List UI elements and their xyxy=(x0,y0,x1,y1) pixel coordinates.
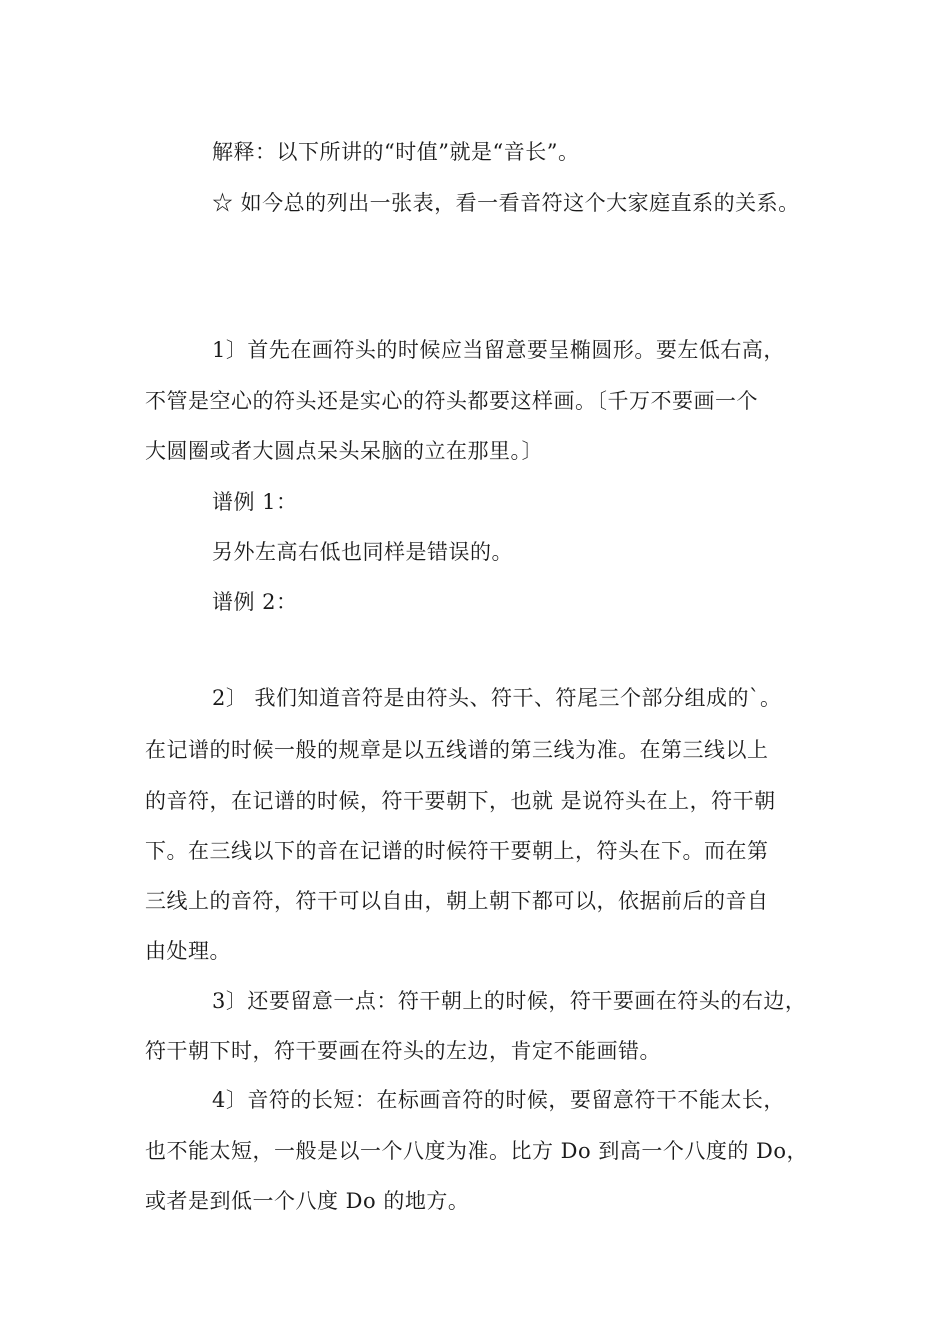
wrong-orientation-line: 另外左高右低也同样是错误的。 xyxy=(212,540,513,564)
paragraph-4-line-1: 4〕音符的长短：在标画音符的时候，要留意符干不能太长， xyxy=(212,1088,785,1112)
paragraph-2-line-3: 的音符，在记谱的时候，符干要朝下，也就 是说符头在上，符干朝 xyxy=(145,789,776,813)
table-intro-line: ☆ 如今总的列出一张表，看一看音符这个大家庭直系的关系。 xyxy=(212,191,800,215)
paragraph-3-line-2: 符干朝下时，符干要画在符头的左边，肯定不能画错。 xyxy=(145,1039,661,1063)
paragraph-2-line-6: 由处理。 xyxy=(145,939,231,963)
paragraph-1-line-2: 不管是空心的符头还是实心的符头都要这样画。〔千万不要画一个 xyxy=(145,389,758,413)
paragraph-1-line-3: 大圆圈或者大圆点呆头呆脑的立在那里。〕 xyxy=(145,439,543,463)
paragraph-2-line-1: 2〕 我们知道音符是由符头、符干、符尾三个部分组成的`。 xyxy=(212,686,782,710)
example-1-label: 谱例 1： xyxy=(212,490,298,514)
paragraph-2-line-5: 三线上的音符，符干可以自由，朝上朝下都可以，依据前后的音自 xyxy=(145,889,769,913)
paragraph-4-line-2: 也不能太短，一般是以一个八度为准。比方 Do 到高一个八度的 Do， xyxy=(145,1139,808,1163)
example-2-label: 谱例 2： xyxy=(212,590,298,614)
paragraph-1-line-1: 1〕首先在画符头的时候应当留意要呈椭圆形。要左低右高， xyxy=(212,338,785,362)
paragraph-3-line-1: 3〕还要留意一点：符干朝上的时候，符干要画在符头的右边， xyxy=(212,989,807,1013)
explanation-line: 解释：以下所讲的“时值”就是“音长”。 xyxy=(212,140,580,164)
paragraph-2-line-4: 下。在三线以下的音在记谱的时候符干要朝上，符头在下。而在第 xyxy=(145,839,769,863)
paragraph-2-line-2: 在记谱的时候一般的规章是以五线谱的第三线为准。在第三线以上 xyxy=(145,738,769,762)
paragraph-4-line-3: 或者是到低一个八度 Do 的地方。 xyxy=(145,1189,470,1213)
